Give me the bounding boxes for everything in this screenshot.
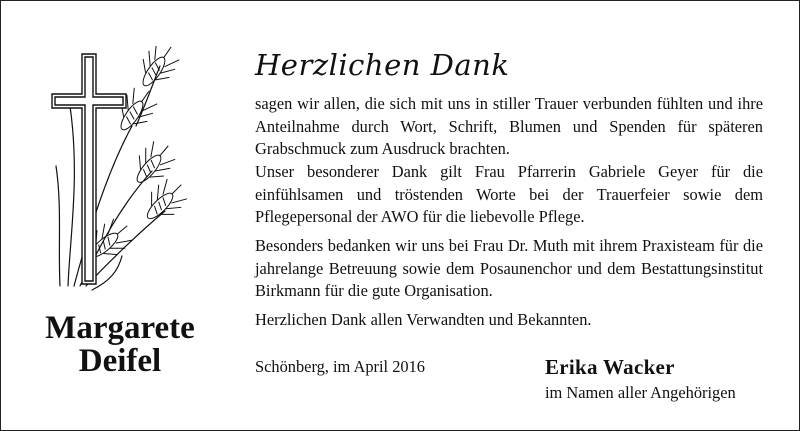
deceased-last-name: Deifel	[78, 343, 162, 379]
signature-name: Erika Wacker	[545, 355, 675, 379]
place-date: Schönberg, im April 2016	[255, 357, 425, 376]
paragraph-thanks: sagen wir allen, die sich mit uns in stiller Trauer verbunden fühlten und ihre Anteilnahme durch Wort, Schrift, Blumen und Spenden für späteren Grabschmuck zum Ausdruck brachten.	[255, 94, 763, 158]
paragraph-closing: Herzlichen Dank allen Verwandten und Bekannten.	[255, 310, 592, 329]
paragraph-particular-thanks: Besonders bedanken wir uns bei Frau Dr. Muth mit ihrem Praxisteam für die jahrelange Betreuung sowie dem Posaunenchor und dem Bestattungsinstitut Birkmann für die gute Organisation.	[255, 236, 763, 300]
deceased-first-name: Margarete	[45, 310, 195, 346]
paragraph-special-thanks: Unser besonderer Dank gilt Frau Pfarrerin Gabriele Geyer für die einfühlsamen und tröstenden Worte bei der Trauerfeier sowie dem Pflegepersonal der AWO für die liebevolle Pflege.	[255, 162, 763, 226]
cross-with-wheat-icon	[40, 46, 215, 294]
signature-role: im Namen aller Angehörigen	[545, 383, 736, 402]
notice-heading: Herzlichen Dank	[255, 48, 510, 82]
